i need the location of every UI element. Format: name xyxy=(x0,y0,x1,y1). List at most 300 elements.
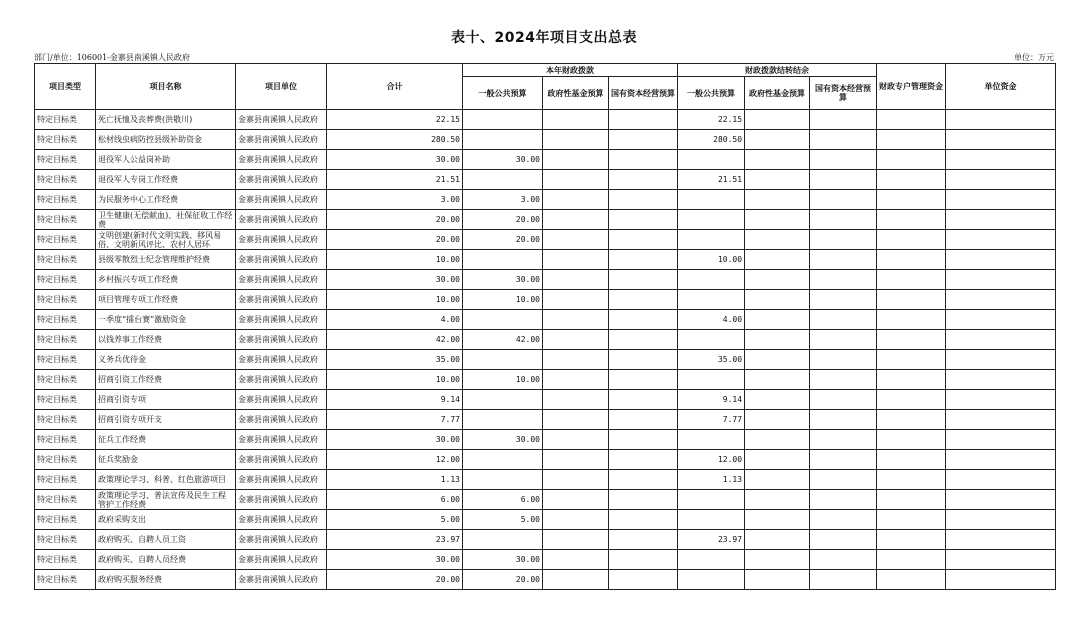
cell-carryover-general: 1.13 xyxy=(678,470,745,490)
cell-unit-fund xyxy=(946,450,1056,470)
cell-type: 特定目标类 xyxy=(35,170,96,190)
cell-special-fund xyxy=(877,470,946,490)
cell-unit-fund xyxy=(946,470,1056,490)
cell-current-general xyxy=(463,410,543,430)
cell-carryover-state-capital xyxy=(810,350,877,370)
cell-special-fund xyxy=(877,510,946,530)
cell-carryover-gov-fund xyxy=(745,430,810,450)
cell-current-general xyxy=(463,350,543,370)
cell-carryover-state-capital xyxy=(810,250,877,270)
cell-org: 金寨县南溪镇人民政府 xyxy=(236,330,327,350)
cell-name: 以钱养事工作经费 xyxy=(96,330,236,350)
cell-carryover-gov-fund xyxy=(745,410,810,430)
cell-carryover-state-capital xyxy=(810,230,877,250)
cell-carryover-gov-fund xyxy=(745,230,810,250)
cell-org: 金寨县南溪镇人民政府 xyxy=(236,350,327,370)
cell-carryover-general: 21.51 xyxy=(678,170,745,190)
cell-carryover-gov-fund xyxy=(745,130,810,150)
cell-special-fund xyxy=(877,550,946,570)
cell-current-gov-fund xyxy=(543,390,609,410)
cell-name: 政府购买、自聘人员经费 xyxy=(96,550,236,570)
cell-carryover-gov-fund xyxy=(745,210,810,230)
cell-name: 退役军人公益岗补助 xyxy=(96,150,236,170)
cell-unit-fund xyxy=(946,530,1056,550)
cell-total: 5.00 xyxy=(327,510,463,530)
cell-type: 特定目标类 xyxy=(35,450,96,470)
cell-unit-fund xyxy=(946,190,1056,210)
cell-carryover-state-capital xyxy=(810,190,877,210)
table-row xyxy=(35,170,1056,190)
table-row xyxy=(35,410,1056,430)
header-carryover-state-capital: 国有资本经营预算 xyxy=(810,77,877,110)
cell-unit-fund xyxy=(946,490,1056,510)
cell-carryover-general: 9.14 xyxy=(678,390,745,410)
cell-name: 卫生健康(无偿献血)、社保征收工作经费 xyxy=(96,210,236,230)
cell-org: 金寨县南溪镇人民政府 xyxy=(236,310,327,330)
cell-unit-fund xyxy=(946,290,1056,310)
cell-current-gov-fund xyxy=(543,110,609,130)
cell-type: 特定目标类 xyxy=(35,190,96,210)
cell-total: 10.00 xyxy=(327,250,463,270)
cell-current-state-capital xyxy=(609,290,678,310)
cell-unit-fund xyxy=(946,250,1056,270)
cell-type: 特定目标类 xyxy=(35,330,96,350)
cell-special-fund xyxy=(877,130,946,150)
cell-current-general xyxy=(463,530,543,550)
cell-org: 金寨县南溪镇人民政府 xyxy=(236,370,327,390)
cell-carryover-state-capital xyxy=(810,430,877,450)
cell-special-fund xyxy=(877,310,946,330)
cell-carryover-state-capital xyxy=(810,370,877,390)
cell-total: 30.00 xyxy=(327,550,463,570)
table-row xyxy=(35,430,1056,450)
cell-current-state-capital xyxy=(609,390,678,410)
cell-name: 义务兵优待金 xyxy=(96,350,236,370)
cell-total: 12.00 xyxy=(327,450,463,470)
cell-current-state-capital xyxy=(609,470,678,490)
cell-current-state-capital xyxy=(609,450,678,470)
cell-total: 10.00 xyxy=(327,370,463,390)
table-row xyxy=(35,130,1056,150)
cell-carryover-general: 4.00 xyxy=(678,310,745,330)
header-unit-fund: 单位资金 xyxy=(946,64,1056,110)
cell-current-state-capital xyxy=(609,110,678,130)
table-row xyxy=(35,570,1056,590)
cell-type: 特定目标类 xyxy=(35,350,96,370)
cell-org: 金寨县南溪镇人民政府 xyxy=(236,390,327,410)
cell-carryover-general: 12.00 xyxy=(678,450,745,470)
cell-current-general xyxy=(463,250,543,270)
cell-type: 特定目标类 xyxy=(35,470,96,490)
cell-total: 3.00 xyxy=(327,190,463,210)
cell-name: 政策理论学习、科普、红色旅游项目 xyxy=(96,470,236,490)
cell-type: 特定目标类 xyxy=(35,370,96,390)
cell-type: 特定目标类 xyxy=(35,510,96,530)
cell-name: 死亡抚恤及丧葬费(洪敬川) xyxy=(96,110,236,130)
cell-org: 金寨县南溪镇人民政府 xyxy=(236,190,327,210)
cell-total: 20.00 xyxy=(327,210,463,230)
cell-current-state-capital xyxy=(609,250,678,270)
table-row xyxy=(35,330,1056,350)
table-row xyxy=(35,350,1056,370)
cell-special-fund xyxy=(877,370,946,390)
cell-org: 金寨县南溪镇人民政府 xyxy=(236,510,327,530)
cell-carryover-general xyxy=(678,330,745,350)
cell-unit-fund xyxy=(946,370,1056,390)
cell-name: 政府购买、自聘人员工资 xyxy=(96,530,236,550)
cell-carryover-state-capital xyxy=(810,110,877,130)
cell-carryover-gov-fund xyxy=(745,450,810,470)
cell-carryover-gov-fund xyxy=(745,470,810,490)
cell-special-fund xyxy=(877,230,946,250)
cell-current-gov-fund xyxy=(543,430,609,450)
cell-current-state-capital xyxy=(609,190,678,210)
cell-current-gov-fund xyxy=(543,510,609,530)
cell-carryover-general: 7.77 xyxy=(678,410,745,430)
cell-name: 乡村振兴专项工作经费 xyxy=(96,270,236,290)
cell-name: 文明创建(新时代文明实践、移风易俗、文明新风评比、农村人居环 xyxy=(96,230,236,250)
table-row xyxy=(35,530,1056,550)
cell-current-general: 10.00 xyxy=(463,370,543,390)
cell-special-fund xyxy=(877,350,946,370)
cell-special-fund xyxy=(877,290,946,310)
cell-current-general: 20.00 xyxy=(463,230,543,250)
cell-type: 特定目标类 xyxy=(35,310,96,330)
cell-current-state-capital xyxy=(609,310,678,330)
unit-label: 单位：万元 xyxy=(1014,53,1054,62)
page-title: 表十、2024年项目支出总表 xyxy=(451,30,637,46)
cell-type: 特定目标类 xyxy=(35,270,96,290)
cell-special-fund xyxy=(877,430,946,450)
cell-carryover-general xyxy=(678,230,745,250)
cell-carryover-general xyxy=(678,490,745,510)
cell-special-fund xyxy=(877,270,946,290)
cell-org: 金寨县南溪镇人民政府 xyxy=(236,130,327,150)
header-carryover-group: 财政拨款结转结余 xyxy=(678,64,877,77)
cell-type: 特定目标类 xyxy=(35,130,96,150)
cell-current-state-capital xyxy=(609,130,678,150)
cell-name: 为民服务中心工作经费 xyxy=(96,190,236,210)
cell-unit-fund xyxy=(946,210,1056,230)
cell-name: 项目管理专项工作经费 xyxy=(96,290,236,310)
cell-special-fund xyxy=(877,150,946,170)
cell-org: 金寨县南溪镇人民政府 xyxy=(236,470,327,490)
cell-carryover-state-capital xyxy=(810,290,877,310)
table-row xyxy=(35,510,1056,530)
header-current-group: 本年财政拨款 xyxy=(463,64,678,77)
header-carryover-gov-fund: 政府性基金预算 xyxy=(745,77,810,110)
cell-current-state-capital xyxy=(609,530,678,550)
cell-org: 金寨县南溪镇人民政府 xyxy=(236,570,327,590)
cell-current-state-capital xyxy=(609,370,678,390)
cell-carryover-gov-fund xyxy=(745,370,810,390)
cell-total: 35.00 xyxy=(327,350,463,370)
cell-carryover-gov-fund xyxy=(745,110,810,130)
cell-total: 4.00 xyxy=(327,310,463,330)
cell-current-gov-fund xyxy=(543,450,609,470)
table-row xyxy=(35,110,1056,130)
header-special-fund: 财政专户管理资金 xyxy=(877,64,946,110)
cell-special-fund xyxy=(877,170,946,190)
cell-type: 特定目标类 xyxy=(35,390,96,410)
cell-unit-fund xyxy=(946,550,1056,570)
table-row xyxy=(35,270,1056,290)
cell-org: 金寨县南溪镇人民政府 xyxy=(236,250,327,270)
cell-current-general: 30.00 xyxy=(463,550,543,570)
cell-type: 特定目标类 xyxy=(35,250,96,270)
cell-current-state-capital xyxy=(609,210,678,230)
cell-name: 招商引资工作经费 xyxy=(96,370,236,390)
cell-carryover-general: 23.97 xyxy=(678,530,745,550)
table-row xyxy=(35,550,1056,570)
cell-type: 特定目标类 xyxy=(35,530,96,550)
cell-carryover-general: 10.00 xyxy=(678,250,745,270)
cell-current-gov-fund xyxy=(543,130,609,150)
cell-current-general: 20.00 xyxy=(463,210,543,230)
cell-carryover-general xyxy=(678,510,745,530)
cell-current-state-capital xyxy=(609,490,678,510)
cell-current-general: 5.00 xyxy=(463,510,543,530)
cell-current-general: 20.00 xyxy=(463,570,543,590)
cell-total: 9.14 xyxy=(327,390,463,410)
table-row xyxy=(35,210,1056,230)
table-row xyxy=(35,470,1056,490)
cell-current-state-capital xyxy=(609,410,678,430)
cell-carryover-gov-fund xyxy=(745,170,810,190)
header-org: 项目单位 xyxy=(236,64,327,110)
header-current-general: 一般公共预算 xyxy=(463,77,543,110)
cell-name: 招商引资专项开支 xyxy=(96,410,236,430)
header-current-state-capital: 国有资本经营预算 xyxy=(609,77,678,110)
cell-carryover-general xyxy=(678,550,745,570)
cell-total: 7.77 xyxy=(327,410,463,430)
cell-special-fund xyxy=(877,110,946,130)
cell-carryover-gov-fund xyxy=(745,250,810,270)
cell-unit-fund xyxy=(946,390,1056,410)
cell-carryover-gov-fund xyxy=(745,150,810,170)
cell-carryover-state-capital xyxy=(810,330,877,350)
cell-org: 金寨县南溪镇人民政府 xyxy=(236,430,327,450)
cell-name: 退役军人专岗工作经费 xyxy=(96,170,236,190)
cell-org: 金寨县南溪镇人民政府 xyxy=(236,550,327,570)
cell-unit-fund xyxy=(946,170,1056,190)
cell-current-general xyxy=(463,110,543,130)
cell-name: 征兵工作经费 xyxy=(96,430,236,450)
cell-carryover-state-capital xyxy=(810,410,877,430)
table-row xyxy=(35,490,1056,510)
cell-total: 20.00 xyxy=(327,570,463,590)
cell-carryover-state-capital xyxy=(810,270,877,290)
cell-carryover-general xyxy=(678,270,745,290)
cell-current-general xyxy=(463,390,543,410)
cell-special-fund xyxy=(877,330,946,350)
cell-carryover-gov-fund xyxy=(745,570,810,590)
cell-carryover-state-capital xyxy=(810,390,877,410)
cell-current-gov-fund xyxy=(543,530,609,550)
cell-current-gov-fund xyxy=(543,150,609,170)
cell-carryover-state-capital xyxy=(810,470,877,490)
table-row xyxy=(35,290,1056,310)
cell-special-fund xyxy=(877,530,946,550)
table-row xyxy=(35,150,1056,170)
cell-unit-fund xyxy=(946,570,1056,590)
table-row xyxy=(35,450,1056,470)
cell-carryover-state-capital xyxy=(810,570,877,590)
cell-unit-fund xyxy=(946,110,1056,130)
table-row xyxy=(35,370,1056,390)
cell-current-gov-fund xyxy=(543,290,609,310)
cell-current-gov-fund xyxy=(543,370,609,390)
cell-type: 特定目标类 xyxy=(35,410,96,430)
cell-current-general xyxy=(463,170,543,190)
department-label: 部门/单位：106001-金寨县南溪镇人民政府 xyxy=(34,53,190,62)
header-carryover-general: 一般公共预算 xyxy=(678,77,745,110)
cell-special-fund xyxy=(877,450,946,470)
cell-type: 特定目标类 xyxy=(35,490,96,510)
cell-type: 特定目标类 xyxy=(35,110,96,130)
cell-current-state-capital xyxy=(609,430,678,450)
cell-current-gov-fund xyxy=(543,410,609,430)
cell-carryover-gov-fund xyxy=(745,390,810,410)
cell-current-state-capital xyxy=(609,550,678,570)
cell-name: 征兵奖励金 xyxy=(96,450,236,470)
cell-org: 金寨县南溪镇人民政府 xyxy=(236,270,327,290)
cell-special-fund xyxy=(877,210,946,230)
header-total: 合计 xyxy=(327,64,463,110)
cell-org: 金寨县南溪镇人民政府 xyxy=(236,530,327,550)
cell-org: 金寨县南溪镇人民政府 xyxy=(236,150,327,170)
cell-type: 特定目标类 xyxy=(35,570,96,590)
cell-current-general: 3.00 xyxy=(463,190,543,210)
cell-total: 20.00 xyxy=(327,230,463,250)
cell-type: 特定目标类 xyxy=(35,210,96,230)
cell-current-general: 42.00 xyxy=(463,330,543,350)
cell-name: 松材线虫病防控县级补助资金 xyxy=(96,130,236,150)
cell-type: 特定目标类 xyxy=(35,290,96,310)
cell-total: 280.50 xyxy=(327,130,463,150)
cell-type: 特定目标类 xyxy=(35,230,96,250)
cell-current-general: 30.00 xyxy=(463,430,543,450)
cell-current-gov-fund xyxy=(543,270,609,290)
cell-carryover-general: 35.00 xyxy=(678,350,745,370)
cell-current-state-capital xyxy=(609,510,678,530)
cell-carryover-general xyxy=(678,430,745,450)
cell-carryover-general xyxy=(678,190,745,210)
cell-org: 金寨县南溪镇人民政府 xyxy=(236,290,327,310)
cell-carryover-state-capital xyxy=(810,210,877,230)
cell-total: 22.15 xyxy=(327,110,463,130)
header-name: 项目名称 xyxy=(96,64,236,110)
cell-carryover-general xyxy=(678,370,745,390)
cell-current-state-capital xyxy=(609,150,678,170)
cell-carryover-gov-fund xyxy=(745,530,810,550)
cell-special-fund xyxy=(877,190,946,210)
cell-current-general xyxy=(463,470,543,490)
cell-current-gov-fund xyxy=(543,350,609,370)
cell-current-general: 6.00 xyxy=(463,490,543,510)
cell-total: 23.97 xyxy=(327,530,463,550)
cell-carryover-state-capital xyxy=(810,170,877,190)
cell-special-fund xyxy=(877,250,946,270)
cell-carryover-general xyxy=(678,570,745,590)
cell-current-gov-fund xyxy=(543,330,609,350)
cell-unit-fund xyxy=(946,270,1056,290)
cell-current-gov-fund xyxy=(543,210,609,230)
header-type: 项目类型 xyxy=(35,64,96,110)
cell-special-fund xyxy=(877,390,946,410)
cell-current-gov-fund xyxy=(543,490,609,510)
cell-special-fund xyxy=(877,410,946,430)
cell-carryover-state-capital xyxy=(810,130,877,150)
cell-carryover-state-capital xyxy=(810,490,877,510)
cell-special-fund xyxy=(877,490,946,510)
cell-unit-fund xyxy=(946,510,1056,530)
cell-carryover-gov-fund xyxy=(745,310,810,330)
cell-carryover-gov-fund xyxy=(745,190,810,210)
cell-current-state-capital xyxy=(609,270,678,290)
header-current-gov-fund: 政府性基金预算 xyxy=(543,77,609,110)
cell-carryover-general: 280.50 xyxy=(678,130,745,150)
cell-special-fund xyxy=(877,570,946,590)
cell-name: 一季度“擂台赛”激励资金 xyxy=(96,310,236,330)
cell-carryover-gov-fund xyxy=(745,330,810,350)
table-row xyxy=(35,250,1056,270)
table-row xyxy=(35,390,1056,410)
cell-total: 21.51 xyxy=(327,170,463,190)
cell-carryover-state-capital xyxy=(810,530,877,550)
cell-carryover-gov-fund xyxy=(745,510,810,530)
cell-current-gov-fund xyxy=(543,470,609,490)
cell-unit-fund xyxy=(946,410,1056,430)
cell-carryover-state-capital xyxy=(810,550,877,570)
project-expenditure-table xyxy=(34,63,1056,590)
cell-org: 金寨县南溪镇人民政府 xyxy=(236,490,327,510)
cell-current-general: 10.00 xyxy=(463,290,543,310)
cell-unit-fund xyxy=(946,150,1056,170)
table-header xyxy=(35,64,1056,110)
table-body xyxy=(35,110,1056,590)
cell-current-general xyxy=(463,450,543,470)
cell-current-gov-fund xyxy=(543,570,609,590)
cell-unit-fund xyxy=(946,230,1056,250)
table-row xyxy=(35,190,1056,210)
cell-carryover-general xyxy=(678,210,745,230)
cell-org: 金寨县南溪镇人民政府 xyxy=(236,210,327,230)
table-row xyxy=(35,230,1056,250)
cell-total: 30.00 xyxy=(327,270,463,290)
cell-org: 金寨县南溪镇人民政府 xyxy=(236,230,327,250)
cell-total: 10.00 xyxy=(327,290,463,310)
cell-unit-fund xyxy=(946,350,1056,370)
cell-current-general xyxy=(463,310,543,330)
cell-current-general xyxy=(463,130,543,150)
cell-total: 1.13 xyxy=(327,470,463,490)
cell-current-gov-fund xyxy=(543,550,609,570)
cell-carryover-gov-fund xyxy=(745,290,810,310)
cell-name: 政策理论学习、普法宣传及民生工程管护工作经费 xyxy=(96,490,236,510)
cell-carryover-general xyxy=(678,150,745,170)
cell-current-state-capital xyxy=(609,350,678,370)
cell-unit-fund xyxy=(946,430,1056,450)
cell-carryover-general: 22.15 xyxy=(678,110,745,130)
cell-carryover-general xyxy=(678,290,745,310)
cell-name: 政府购买服务经费 xyxy=(96,570,236,590)
cell-carryover-gov-fund xyxy=(745,350,810,370)
cell-unit-fund xyxy=(946,310,1056,330)
cell-current-general: 30.00 xyxy=(463,270,543,290)
cell-total: 30.00 xyxy=(327,430,463,450)
cell-type: 特定目标类 xyxy=(35,430,96,450)
